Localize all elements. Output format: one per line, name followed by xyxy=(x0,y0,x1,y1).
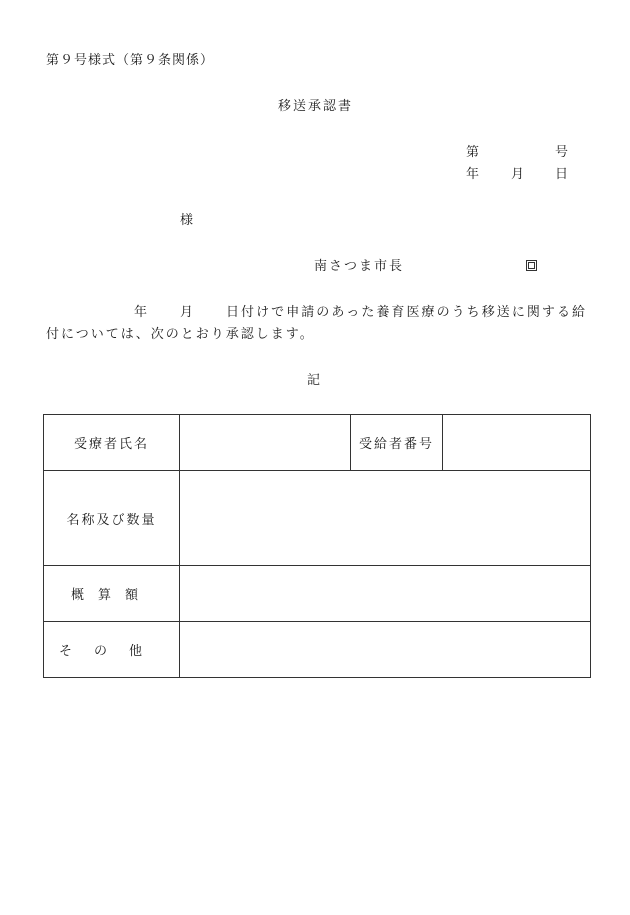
form-number: 第９号様式（第９条関係） xyxy=(46,53,215,68)
table-row xyxy=(44,622,591,678)
other-label: その他 xyxy=(44,622,180,678)
recipient-number-label: 受給者番号 xyxy=(351,415,443,471)
table-row xyxy=(44,566,591,622)
document-title: 移送承認書 xyxy=(278,99,354,114)
other-cell[interactable] xyxy=(180,622,591,678)
approval-detail-table xyxy=(43,414,591,678)
body-month: 月 xyxy=(180,305,194,320)
body-year: 年 xyxy=(134,305,148,320)
issue-date-year: 年 xyxy=(466,167,480,182)
name-quantity-cell[interactable] xyxy=(180,471,591,566)
patient-name-cell[interactable] xyxy=(180,415,351,471)
issuer-name: 南さつま市長 xyxy=(314,259,405,274)
table-row xyxy=(44,471,591,566)
patient-name-label: 受療者氏名 xyxy=(44,415,180,471)
document-number-suffix: 号 xyxy=(554,145,568,160)
issue-date-month: 月 xyxy=(511,167,525,182)
estimate-cell[interactable] xyxy=(180,566,591,622)
body-text-line2: 付については、次のとおり承認します。 xyxy=(46,327,315,342)
recipient-number-cell[interactable] xyxy=(443,415,591,471)
estimate-label: 概算額 xyxy=(44,566,180,622)
name-quantity-label: 名称及び数量 xyxy=(44,471,180,566)
addressee-honorific: 様 xyxy=(180,213,194,228)
issue-date-day: 日 xyxy=(554,167,568,182)
body-text-line1 xyxy=(46,306,586,320)
body-text-rest: 日付けで申請のあった養育医療のうち移送に関する給 xyxy=(226,305,588,320)
document-number-prefix: 第 xyxy=(466,145,480,160)
seal-mark-icon xyxy=(526,260,537,271)
ki-heading: 記 xyxy=(307,373,321,388)
table-row xyxy=(44,415,591,471)
